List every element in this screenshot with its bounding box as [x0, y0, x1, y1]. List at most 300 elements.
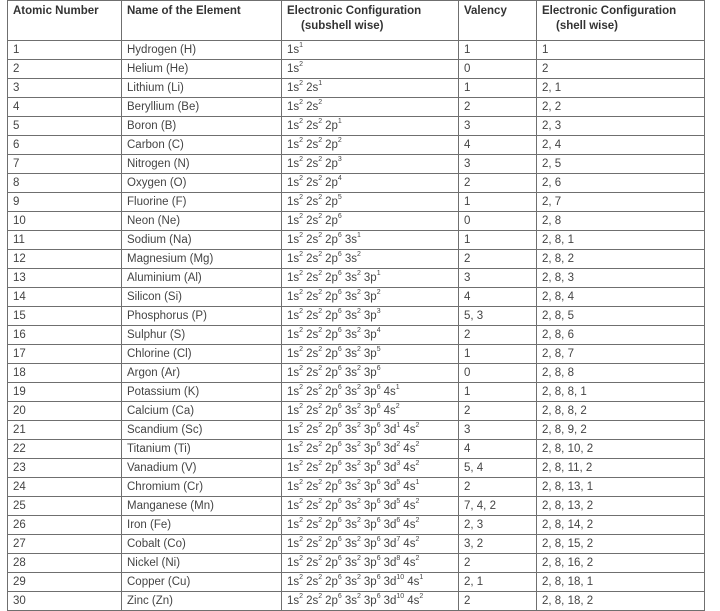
element-name-cell: Sodium (Na) — [122, 231, 282, 250]
shell-config-cell: 2, 8, 7 — [537, 345, 705, 364]
valency-cell: 3 — [459, 155, 537, 174]
orbital-term: $1s^2$ — [287, 593, 304, 607]
orbital-term: $3p^6$ — [363, 460, 381, 474]
orbital-term: $3s^2$ — [344, 536, 361, 550]
orbital-term: $3p^3$ — [363, 308, 381, 322]
orbital-term: $3s^2$ — [344, 422, 361, 436]
shell-config-cell: 2, 8, 16, 2 — [537, 554, 705, 573]
atomic-number-cell: 1 — [8, 41, 122, 60]
orbital-term: $1s^2$ — [287, 422, 304, 436]
atomic-number-cell: 8 — [8, 174, 122, 193]
table-row — [8, 212, 705, 231]
orbital-term: $2s^2$ — [306, 137, 323, 151]
valency-cell: 2 — [459, 250, 537, 269]
atomic-number-cell: 25 — [8, 497, 122, 516]
element-name-cell: Zinc (Zn) — [122, 592, 282, 611]
subshell-config-cell — [282, 117, 459, 136]
element-name-cell: Cobalt (Co) — [122, 535, 282, 554]
orbital-term: $2s^2$ — [306, 498, 323, 512]
element-name-cell: Helium (He) — [122, 60, 282, 79]
shell-config-cell: 2, 1 — [537, 79, 705, 98]
table-row — [8, 250, 705, 269]
shell-config-cell: 2, 2 — [537, 98, 705, 117]
orbital-term: $1s^2$ — [287, 156, 304, 170]
table-row — [8, 193, 705, 212]
orbital-term: $2s^2$ — [306, 99, 323, 113]
element-name-cell: Titanium (Ti) — [122, 440, 282, 459]
orbital-term: $2p^6$ — [325, 479, 342, 493]
table-row — [8, 79, 705, 98]
atomic-number-cell: 9 — [8, 193, 122, 212]
orbital-term: $2s^2$ — [306, 289, 323, 303]
orbital-term: $3p^2$ — [363, 289, 381, 303]
header-valency: Valency — [459, 1, 537, 41]
orbital-term: $1s^2$ — [287, 346, 304, 360]
orbital-term: $1s^2$ — [287, 460, 304, 474]
subshell-config-cell — [282, 402, 459, 421]
valency-cell: 0 — [459, 364, 537, 383]
orbital-term: $1s^2$ — [287, 232, 304, 246]
orbital-term: $3s^2$ — [344, 289, 361, 303]
element-name-cell: Manganese (Mn) — [122, 497, 282, 516]
orbital-term: $2p^6$ — [325, 327, 342, 341]
orbital-term: $2p^6$ — [325, 308, 342, 322]
valency-cell: 4 — [459, 440, 537, 459]
element-name-cell: Iron (Fe) — [122, 516, 282, 535]
atomic-number-cell: 24 — [8, 478, 122, 497]
valency-cell: 5, 4 — [459, 459, 537, 478]
header-row — [8, 1, 705, 41]
element-name-cell: Nitrogen (N) — [122, 155, 282, 174]
shell-config-cell: 2 — [537, 60, 705, 79]
valency-cell: 2 — [459, 478, 537, 497]
orbital-term: $2p^6$ — [325, 574, 342, 588]
table-row — [8, 345, 705, 364]
subshell-config-cell — [282, 41, 459, 60]
orbital-term: $3s^1$ — [344, 232, 361, 246]
header-element-name: Name of the Element — [122, 1, 282, 41]
subshell-config-cell — [282, 573, 459, 592]
valency-cell: 3 — [459, 421, 537, 440]
orbital-term: $1s^2$ — [287, 365, 304, 379]
subshell-config-cell — [282, 212, 459, 231]
subshell-config-cell — [282, 307, 459, 326]
orbital-term: $3d^{10}$ — [383, 574, 405, 588]
shell-config-cell: 2, 8, 9, 2 — [537, 421, 705, 440]
orbital-term: $2s^2$ — [306, 574, 323, 588]
table-row — [8, 478, 705, 497]
element-name-cell: Neon (Ne) — [122, 212, 282, 231]
orbital-term: $4s^1$ — [383, 384, 400, 398]
element-name-cell: Carbon (C) — [122, 136, 282, 155]
orbital-term: $3s^2$ — [344, 384, 361, 398]
orbital-term: $3p^1$ — [363, 270, 381, 284]
orbital-term: $1s^2$ — [287, 194, 304, 208]
orbital-term: $1s^2$ — [287, 251, 304, 265]
atomic-number-cell: 13 — [8, 269, 122, 288]
subshell-config-cell — [282, 497, 459, 516]
subshell-config-cell — [282, 60, 459, 79]
orbital-term: $1s^2$ — [287, 555, 304, 569]
header-atomic-number: Atomic Number — [8, 1, 122, 41]
orbital-term: $1s^2$ — [287, 327, 304, 341]
orbital-term: $2s^2$ — [306, 118, 323, 132]
element-name-cell: Hydrogen (H) — [122, 41, 282, 60]
orbital-term: $3s^2$ — [344, 498, 361, 512]
table-row — [8, 117, 705, 136]
subshell-config-cell — [282, 592, 459, 611]
orbital-term: $3s^2$ — [344, 346, 361, 360]
valency-cell: 2 — [459, 98, 537, 117]
orbital-term: $3s^2$ — [344, 574, 361, 588]
subshell-config-cell — [282, 535, 459, 554]
valency-cell: 0 — [459, 212, 537, 231]
subshell-config-cell — [282, 459, 459, 478]
valency-cell: 1 — [459, 231, 537, 250]
shell-config-cell: 2, 8, 4 — [537, 288, 705, 307]
orbital-term: $3s^2$ — [344, 479, 361, 493]
shell-config-cell: 2, 3 — [537, 117, 705, 136]
atomic-number-cell: 5 — [8, 117, 122, 136]
orbital-term: $3d^3$ — [383, 460, 401, 474]
shell-config-cell: 2, 8, 14, 2 — [537, 516, 705, 535]
subshell-config-cell — [282, 193, 459, 212]
valency-cell: 2 — [459, 402, 537, 421]
orbital-term: $2s^2$ — [306, 384, 323, 398]
table-row — [8, 60, 705, 79]
orbital-term: $3d^5$ — [383, 498, 401, 512]
orbital-term: $2p^4$ — [325, 175, 342, 189]
orbital-term: $2p^5$ — [325, 194, 342, 208]
orbital-term: $3d^{10}$ — [383, 593, 405, 607]
atomic-number-cell: 2 — [8, 60, 122, 79]
shell-config-cell: 2, 8, 5 — [537, 307, 705, 326]
valency-cell: 1 — [459, 41, 537, 60]
subshell-config-cell — [282, 440, 459, 459]
subshell-config-cell — [282, 155, 459, 174]
valency-cell: 3 — [459, 117, 537, 136]
orbital-term: $1s^2$ — [287, 213, 304, 227]
valency-cell: 2 — [459, 592, 537, 611]
orbital-term: $3p^4$ — [363, 327, 381, 341]
orbital-term: $1s^2$ — [287, 270, 304, 284]
orbital-term: $3d^2$ — [383, 441, 401, 455]
atomic-number-cell: 15 — [8, 307, 122, 326]
orbital-term: $1s^1$ — [287, 42, 304, 56]
shell-config-cell: 2, 5 — [537, 155, 705, 174]
orbital-term: $3p^6$ — [363, 593, 381, 607]
table-row — [8, 383, 705, 402]
subshell-config-cell — [282, 231, 459, 250]
orbital-term: $1s^2$ — [287, 536, 304, 550]
shell-config-cell: 2, 8 — [537, 212, 705, 231]
orbital-term: $2s^2$ — [306, 251, 323, 265]
shell-config-cell: 2, 8, 2 — [537, 250, 705, 269]
atomic-number-cell: 20 — [8, 402, 122, 421]
element-name-cell: Nickel (Ni) — [122, 554, 282, 573]
orbital-term: $2s^2$ — [306, 327, 323, 341]
atomic-number-cell: 4 — [8, 98, 122, 117]
shell-config-cell: 2, 8, 13, 1 — [537, 478, 705, 497]
shell-config-cell: 2, 8, 13, 2 — [537, 497, 705, 516]
subshell-config-cell — [282, 174, 459, 193]
orbital-term: $4s^2$ — [383, 403, 400, 417]
orbital-term: $3p^6$ — [363, 422, 381, 436]
orbital-term: $2s^2$ — [306, 365, 323, 379]
table-row — [8, 535, 705, 554]
element-name-cell: Lithium (Li) — [122, 79, 282, 98]
shell-config-cell: 2, 8, 6 — [537, 326, 705, 345]
shell-config-cell: 2, 8, 11, 2 — [537, 459, 705, 478]
subshell-config-cell — [282, 98, 459, 117]
orbital-term: $3p^6$ — [363, 517, 381, 531]
table-row — [8, 440, 705, 459]
orbital-term: $4s^2$ — [403, 498, 420, 512]
element-name-cell: Boron (B) — [122, 117, 282, 136]
element-name-cell: Copper (Cu) — [122, 573, 282, 592]
subshell-config-cell — [282, 383, 459, 402]
orbital-term: $1s^2$ — [287, 479, 304, 493]
atomic-number-cell: 11 — [8, 231, 122, 250]
orbital-term: $1s^2$ — [287, 384, 304, 398]
orbital-term: $3s^2$ — [344, 251, 361, 265]
atomic-number-cell: 26 — [8, 516, 122, 535]
table-row — [8, 516, 705, 535]
table-row — [8, 497, 705, 516]
orbital-term: $2s^2$ — [306, 175, 323, 189]
atomic-number-cell: 30 — [8, 592, 122, 611]
table-row — [8, 592, 705, 611]
orbital-term: $2p^1$ — [325, 118, 342, 132]
shell-config-cell: 2, 8, 8, 2 — [537, 402, 705, 421]
header-shell-config: Electronic Configuration (shell wise) — [537, 1, 705, 41]
orbital-term: $2p^6$ — [325, 384, 342, 398]
valency-cell: 5, 3 — [459, 307, 537, 326]
orbital-term: $2s^2$ — [306, 308, 323, 322]
table-row — [8, 421, 705, 440]
shell-config-cell: 2, 8, 15, 2 — [537, 535, 705, 554]
orbital-term: $2s^2$ — [306, 536, 323, 550]
valency-cell: 7, 4, 2 — [459, 497, 537, 516]
orbital-term: $2p^6$ — [325, 517, 342, 531]
shell-config-cell: 2, 6 — [537, 174, 705, 193]
table-row — [8, 155, 705, 174]
table-row — [8, 402, 705, 421]
orbital-term: $4s^2$ — [403, 441, 420, 455]
orbital-term: $1s^2$ — [287, 80, 304, 94]
orbital-term: $1s^2$ — [287, 403, 304, 417]
element-name-cell: Vanadium (V) — [122, 459, 282, 478]
orbital-term: $2p^6$ — [325, 441, 342, 455]
atomic-number-cell: 22 — [8, 440, 122, 459]
orbital-term: $2p^6$ — [325, 422, 342, 436]
orbital-term: $2p^2$ — [325, 137, 342, 151]
orbital-term: $3d^1$ — [383, 422, 401, 436]
valency-cell: 3, 2 — [459, 535, 537, 554]
shell-config-cell: 1 — [537, 41, 705, 60]
table-row — [8, 98, 705, 117]
orbital-term: $1s^2$ — [287, 574, 304, 588]
orbital-term: $3p^6$ — [363, 498, 381, 512]
atomic-number-cell: 3 — [8, 79, 122, 98]
orbital-term: $2p^6$ — [325, 346, 342, 360]
orbital-term: $2s^1$ — [306, 80, 323, 94]
orbital-term: $2p^6$ — [325, 498, 342, 512]
orbital-term: $2s^2$ — [306, 194, 323, 208]
valency-cell: 2 — [459, 554, 537, 573]
atomic-number-cell: 16 — [8, 326, 122, 345]
table-row — [8, 459, 705, 478]
orbital-term: $2p^6$ — [325, 270, 342, 284]
valency-cell: 0 — [459, 60, 537, 79]
atomic-number-cell: 19 — [8, 383, 122, 402]
subshell-config-cell — [282, 516, 459, 535]
orbital-term: $2p^6$ — [325, 536, 342, 550]
orbital-term: $4s^2$ — [403, 517, 420, 531]
subshell-config-cell — [282, 326, 459, 345]
orbital-term: $1s^2$ — [287, 118, 304, 132]
orbital-term: $2p^6$ — [325, 555, 342, 569]
subshell-config-cell — [282, 136, 459, 155]
element-name-cell: Calcium (Ca) — [122, 402, 282, 421]
orbital-term: $3p^6$ — [363, 441, 381, 455]
shell-config-cell: 2, 8, 8, 1 — [537, 383, 705, 402]
orbital-term: $2p^6$ — [325, 232, 342, 246]
orbital-term: $3p^6$ — [363, 536, 381, 550]
shell-config-cell: 2, 8, 18, 2 — [537, 592, 705, 611]
orbital-term: $2p^6$ — [325, 365, 342, 379]
shell-config-cell: 2, 8, 10, 2 — [537, 440, 705, 459]
shell-config-cell: 2, 8, 1 — [537, 231, 705, 250]
shell-config-cell: 2, 8, 18, 1 — [537, 573, 705, 592]
orbital-term: $1s^2$ — [287, 517, 304, 531]
valency-cell: 1 — [459, 79, 537, 98]
valency-cell: 4 — [459, 288, 537, 307]
orbital-term: $3s^2$ — [344, 593, 361, 607]
element-name-cell: Chromium (Cr) — [122, 478, 282, 497]
element-name-cell: Aluminium (Al) — [122, 269, 282, 288]
subshell-config-cell — [282, 554, 459, 573]
orbital-term: $3p^6$ — [363, 555, 381, 569]
subshell-config-cell — [282, 364, 459, 383]
orbital-term: $2s^2$ — [306, 441, 323, 455]
atomic-number-cell: 7 — [8, 155, 122, 174]
orbital-term: $4s^2$ — [403, 460, 420, 474]
orbital-term: $2s^2$ — [306, 232, 323, 246]
atomic-number-cell: 18 — [8, 364, 122, 383]
valency-cell: 4 — [459, 136, 537, 155]
orbital-term: $4s^1$ — [403, 479, 420, 493]
subshell-config-cell — [282, 288, 459, 307]
shell-config-cell: 2, 4 — [537, 136, 705, 155]
orbital-term: $3p^6$ — [363, 574, 381, 588]
element-name-cell: Scandium (Sc) — [122, 421, 282, 440]
table-row — [8, 174, 705, 193]
orbital-term: $3d^5$ — [383, 479, 401, 493]
table-row — [8, 231, 705, 250]
orbital-term: $3p^6$ — [363, 479, 381, 493]
orbital-term: $2p^3$ — [325, 156, 342, 170]
orbital-term: $2p^6$ — [325, 289, 342, 303]
orbital-term: $3s^2$ — [344, 327, 361, 341]
subshell-config-cell — [282, 269, 459, 288]
shell-config-cell: 2, 7 — [537, 193, 705, 212]
element-name-cell: Sulphur (S) — [122, 326, 282, 345]
orbital-term: $3s^2$ — [344, 441, 361, 455]
orbital-term: $2s^2$ — [306, 593, 323, 607]
element-name-cell: Phosphorus (P) — [122, 307, 282, 326]
table-row — [8, 573, 705, 592]
table-row — [8, 364, 705, 383]
orbital-term: $3s^2$ — [344, 403, 361, 417]
shell-config-cell: 2, 8, 3 — [537, 269, 705, 288]
atomic-number-cell: 29 — [8, 573, 122, 592]
subshell-config-cell — [282, 421, 459, 440]
orbital-term: $1s^2$ — [287, 498, 304, 512]
header-subshell-config: Electronic Configuration (subshell wise) — [282, 1, 459, 41]
orbital-term: $2s^2$ — [306, 422, 323, 436]
valency-cell: 2 — [459, 326, 537, 345]
atomic-number-cell: 23 — [8, 459, 122, 478]
orbital-term: $3s^2$ — [344, 460, 361, 474]
orbital-term: $1s^2$ — [287, 289, 304, 303]
element-name-cell: Silicon (Si) — [122, 288, 282, 307]
atomic-number-cell: 12 — [8, 250, 122, 269]
table-row — [8, 288, 705, 307]
atomic-number-cell: 14 — [8, 288, 122, 307]
orbital-term: $3s^2$ — [344, 308, 361, 322]
valency-cell: 2, 1 — [459, 573, 537, 592]
atomic-number-cell: 21 — [8, 421, 122, 440]
orbital-term: $2s^2$ — [306, 156, 323, 170]
orbital-term: $2s^2$ — [306, 403, 323, 417]
valency-cell: 1 — [459, 193, 537, 212]
element-name-cell: Magnesium (Mg) — [122, 250, 282, 269]
orbital-term: $4s^2$ — [407, 593, 424, 607]
valency-cell: 3 — [459, 269, 537, 288]
orbital-term: $1s^2$ — [287, 441, 304, 455]
orbital-term: $3s^2$ — [344, 555, 361, 569]
orbital-term: $3d^7$ — [383, 536, 401, 550]
elements-table — [7, 0, 705, 611]
orbital-term: $3p^6$ — [363, 384, 381, 398]
orbital-term: $2s^2$ — [306, 270, 323, 284]
table-body — [8, 41, 705, 611]
valency-cell: 2 — [459, 174, 537, 193]
element-name-cell: Argon (Ar) — [122, 364, 282, 383]
atomic-number-cell: 10 — [8, 212, 122, 231]
subshell-config-cell — [282, 478, 459, 497]
atomic-number-cell: 6 — [8, 136, 122, 155]
orbital-term: $2p^6$ — [325, 593, 342, 607]
table-row — [8, 554, 705, 573]
atomic-number-cell: 28 — [8, 554, 122, 573]
subshell-config-cell — [282, 345, 459, 364]
orbital-term: $3s^2$ — [344, 270, 361, 284]
orbital-term: $2s^2$ — [306, 460, 323, 474]
orbital-term: $2s^2$ — [306, 555, 323, 569]
atomic-number-cell: 17 — [8, 345, 122, 364]
orbital-term: $4s^1$ — [407, 574, 424, 588]
table-row — [8, 136, 705, 155]
orbital-term: $1s^2$ — [287, 137, 304, 151]
orbital-term: $3p^5$ — [363, 346, 381, 360]
orbital-term: $2p^6$ — [325, 251, 342, 265]
orbital-term: $1s^2$ — [287, 175, 304, 189]
orbital-term: $3p^6$ — [363, 365, 381, 379]
orbital-term: $1s^2$ — [287, 308, 304, 322]
element-name-cell: Beryllium (Be) — [122, 98, 282, 117]
